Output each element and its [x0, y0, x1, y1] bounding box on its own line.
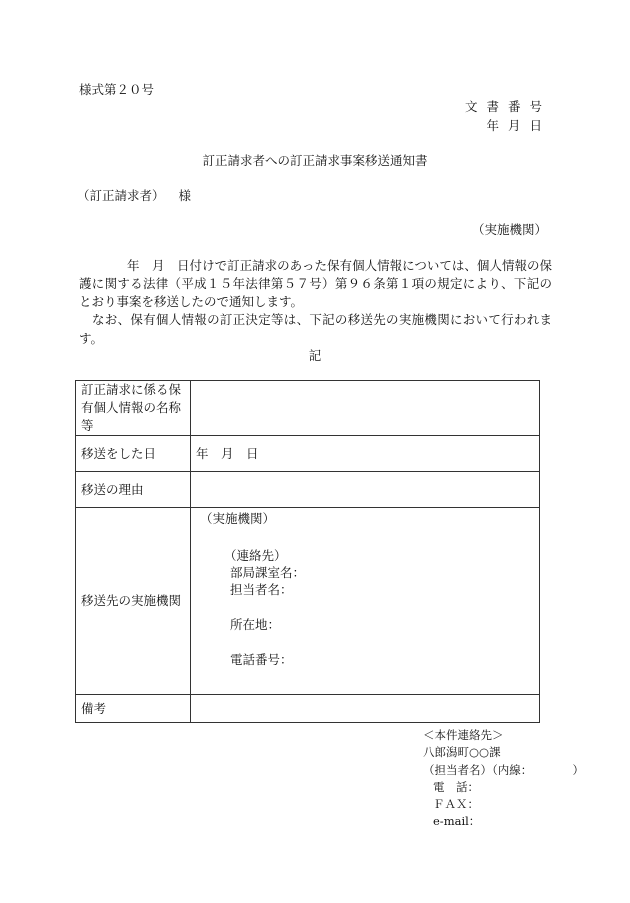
- body-paragraph-2: なお、保有個人情報の訂正決定等は、下記の移送先の実施機関において行われます。: [79, 312, 552, 346]
- contact-fax: ＦＡＸ：: [433, 797, 479, 811]
- row-value-remarks: [191, 695, 540, 723]
- row-label-transfer-reason: 移送の理由: [76, 472, 191, 508]
- table-row: [76, 381, 540, 436]
- recipient-name: （訂正請求者）: [77, 188, 165, 203]
- document-title: 訂正請求者への訂正請求事案移送通知書: [202, 153, 428, 168]
- table-row: [76, 508, 540, 695]
- detail-table: [75, 380, 540, 723]
- document-date: 年月日: [486, 118, 551, 133]
- row-label-remarks: 備考: [76, 695, 191, 723]
- dest-agency: （実施機関）: [200, 511, 276, 527]
- recipient-honorific: 様: [178, 188, 192, 203]
- row-value-destination: [191, 508, 540, 695]
- row-value-info-name: [191, 381, 540, 436]
- contact-person: （担当者名）（内線： ）: [423, 762, 584, 777]
- contact-email: e-mail：: [433, 814, 481, 829]
- dest-department: 部局課室名：: [230, 565, 306, 581]
- recipient: [77, 187, 191, 205]
- contact-block: [423, 727, 584, 831]
- row-label-destination: 移送先の実施機関: [76, 508, 191, 695]
- body-text: [79, 257, 552, 348]
- row-value-transfer-reason: [191, 472, 540, 508]
- row-value-transfer-date: 年 月 日: [191, 436, 540, 472]
- dest-contact-heading: （連絡先）: [224, 548, 287, 564]
- ki-heading: 記: [308, 348, 322, 363]
- contact-heading: ＜本件連絡先＞: [423, 728, 504, 742]
- dest-phone: 電話番号：: [230, 652, 293, 668]
- body-paragraph-1: 年 月 日付けで訂正請求のあった保有個人情報については、個人情報の保護に関する法律（平成１５年法律第５７号）第９６条第１項の規定により、下記のとおり事案を移送したので通知します。: [79, 258, 552, 310]
- issuer-agency: （実施機関）: [471, 222, 547, 237]
- dest-person: 担当者名：: [230, 582, 293, 598]
- table-row: [76, 472, 540, 508]
- table-row: [76, 695, 540, 723]
- contact-phone: 電 話：: [433, 779, 479, 794]
- document-number: 文書番号: [464, 99, 551, 114]
- row-label-info-name: 訂正請求に係る保有個人情報の名称等: [76, 381, 191, 436]
- row-label-transfer-date: 移送をした日: [76, 436, 191, 472]
- table-row: [76, 436, 540, 472]
- form-number: 様式第２０号: [79, 82, 155, 97]
- dest-address: 所在地：: [230, 617, 281, 633]
- contact-department: 八郎潟町○○課: [423, 745, 501, 760]
